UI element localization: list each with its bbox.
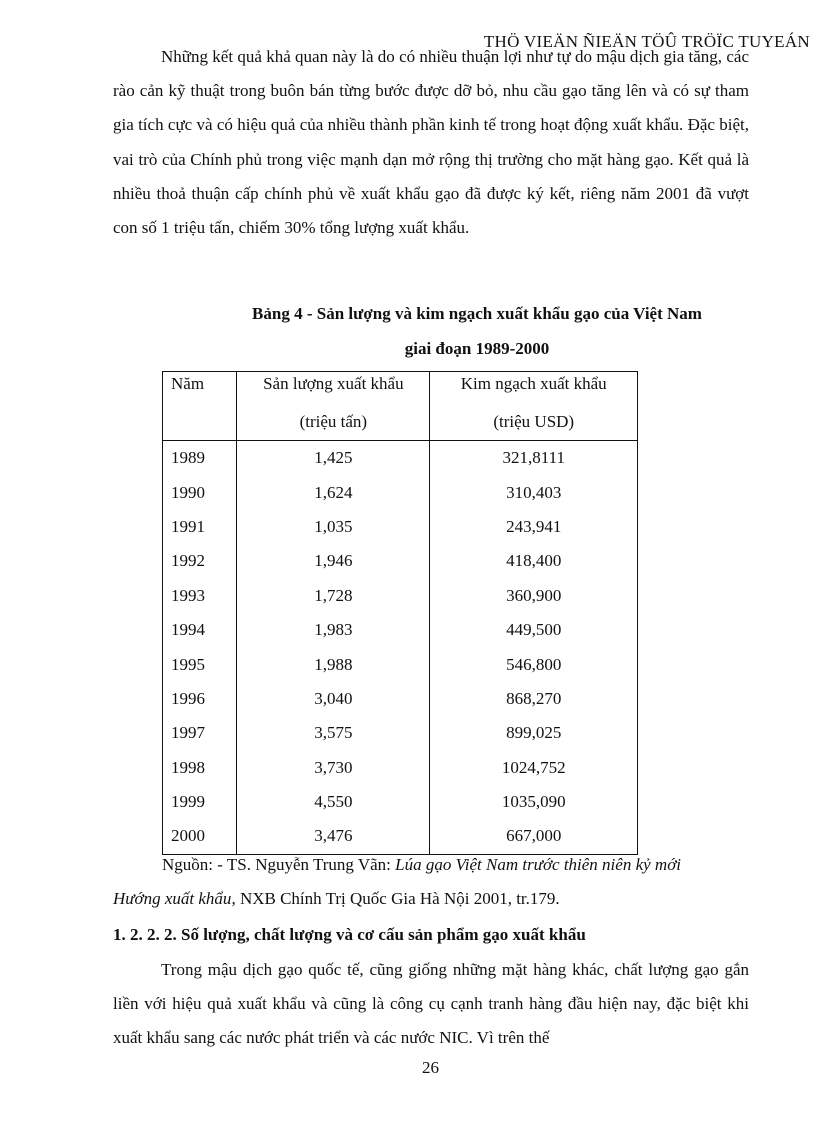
- table-row: [163, 510, 638, 544]
- cell-year: 1990: [163, 475, 237, 509]
- paragraph-intro: Những kết quả khả quan này là do có nhiều thuận lợi như tự do mậu dịch gia tăng, các rào cản kỹ thuật trong buôn bán từng bước được dỡ bỏ, nhu cầu gạo tăng lên và có sự tham gia tích cực và có hiệu quả của nhiều thành phần kinh tế trong hoạt động xuất khẩu. Đặc biệt, vai trò của Chính phủ trong việc mạnh dạn mở rộng thị trường cho mặt hàng gạo. Kết quả là nhiều thoả thuận cấp chính phủ về xuất khẩu gạo đã được ký kết, riêng năm 2001 đã vượt con số 1 triệu tấn, chiếm 30% tổng lượng xuất khẩu.: [113, 47, 749, 238]
- cell-value: 546,800: [430, 647, 638, 681]
- header-value-unit: (triệu USD): [430, 404, 638, 441]
- cell-value: 243,941: [430, 510, 638, 544]
- cell-value: 1035,090: [430, 785, 638, 819]
- cell-volume: 1,988: [237, 647, 430, 681]
- cell-year: 1998: [163, 751, 237, 785]
- table-row: [163, 579, 638, 613]
- cell-volume: 1,946: [237, 544, 430, 578]
- source-line2: [113, 882, 749, 916]
- cell-year: 1992: [163, 544, 237, 578]
- cell-year: 1995: [163, 647, 237, 681]
- running-header: THÖ VIEÄN ÑIEÄN TÖÛ TRÖÏC TUYEÁN: [483, 32, 810, 51]
- table-row: [163, 613, 638, 647]
- cell-volume: 1,624: [237, 475, 430, 509]
- header-volume-unit: (triệu tấn): [237, 404, 430, 441]
- cell-volume: 3,476: [237, 819, 430, 854]
- cell-year: 1993: [163, 579, 237, 613]
- cell-year: 1997: [163, 716, 237, 750]
- cell-volume: 1,425: [237, 441, 430, 476]
- table-row: [163, 544, 638, 578]
- table-row: [163, 751, 638, 785]
- cell-value: 1024,752: [430, 751, 638, 785]
- cell-volume: 3,040: [237, 682, 430, 716]
- cell-value: 868,270: [430, 682, 638, 716]
- section-heading: 1. 2. 2. 2. Số lượng, chất lượng và cơ cấu sản phẩm gạo xuất khẩu: [113, 925, 586, 944]
- table-source: [113, 848, 749, 916]
- table-row: [163, 475, 638, 509]
- cell-volume: 4,550: [237, 785, 430, 819]
- paragraph-quality: Trong mậu dịch gạo quốc tế, cũng giống những mặt hàng khác, chất lượng gạo gắn liền với hiệu quả xuất khẩu và cũng là công cụ cạnh tranh hàng đầu hiện nay, đặc biệt khi xuất khẩu sang các nước phát triển và các nước NIC. Vì trên thế: [113, 960, 749, 1048]
- cell-value: 360,900: [430, 579, 638, 613]
- cell-value: 310,403: [430, 475, 638, 509]
- source-prefix: Nguồn: - TS. Nguyễn Trung Vãn:: [162, 855, 396, 874]
- cell-volume: 1,983: [237, 613, 430, 647]
- cell-year: 2000: [163, 819, 237, 854]
- cell-value: 899,025: [430, 716, 638, 750]
- table-caption-line1: Bảng 4 - Sản lượng và kim ngạch xuất khẩu gạo của Việt Nam: [252, 304, 702, 323]
- cell-volume: 3,575: [237, 716, 430, 750]
- source-line1: [113, 848, 749, 882]
- cell-year: 1996: [163, 682, 237, 716]
- cell-volume: 1,035: [237, 510, 430, 544]
- cell-volume: 3,730: [237, 751, 430, 785]
- cell-value: 667,000: [430, 819, 638, 854]
- cell-value: 418,400: [430, 544, 638, 578]
- table-body: [163, 441, 638, 855]
- export-table: [162, 371, 638, 855]
- table-row: [163, 716, 638, 750]
- source-suffix: , NXB Chính Trị Quốc Gia Hà Nội 2001, tr.179.: [231, 889, 560, 908]
- table-row: [163, 647, 638, 681]
- table-caption-line2: giai đoạn 1989-2000: [404, 339, 550, 358]
- source-title-part2: Hướng xuất khẩu: [113, 889, 232, 908]
- cell-value: 449,500: [430, 613, 638, 647]
- table-row: [163, 682, 638, 716]
- source-title-part1: Lúa gạo Việt Nam trước thiên niên kỷ mới: [395, 855, 681, 874]
- table-row: [163, 785, 638, 819]
- table-row: [163, 441, 638, 476]
- page-number: 26: [422, 1058, 439, 1077]
- cell-year: 1989: [163, 441, 237, 476]
- cell-year: 1991: [163, 510, 237, 544]
- cell-year: 1999: [163, 785, 237, 819]
- header-year: Năm: [163, 372, 237, 441]
- header-value: Kim ngạch xuất khẩu: [430, 372, 638, 405]
- cell-value: 321,8111: [430, 441, 638, 476]
- header-volume: Sản lượng xuất khẩu: [237, 372, 430, 405]
- cell-volume: 1,728: [237, 579, 430, 613]
- cell-year: 1994: [163, 613, 237, 647]
